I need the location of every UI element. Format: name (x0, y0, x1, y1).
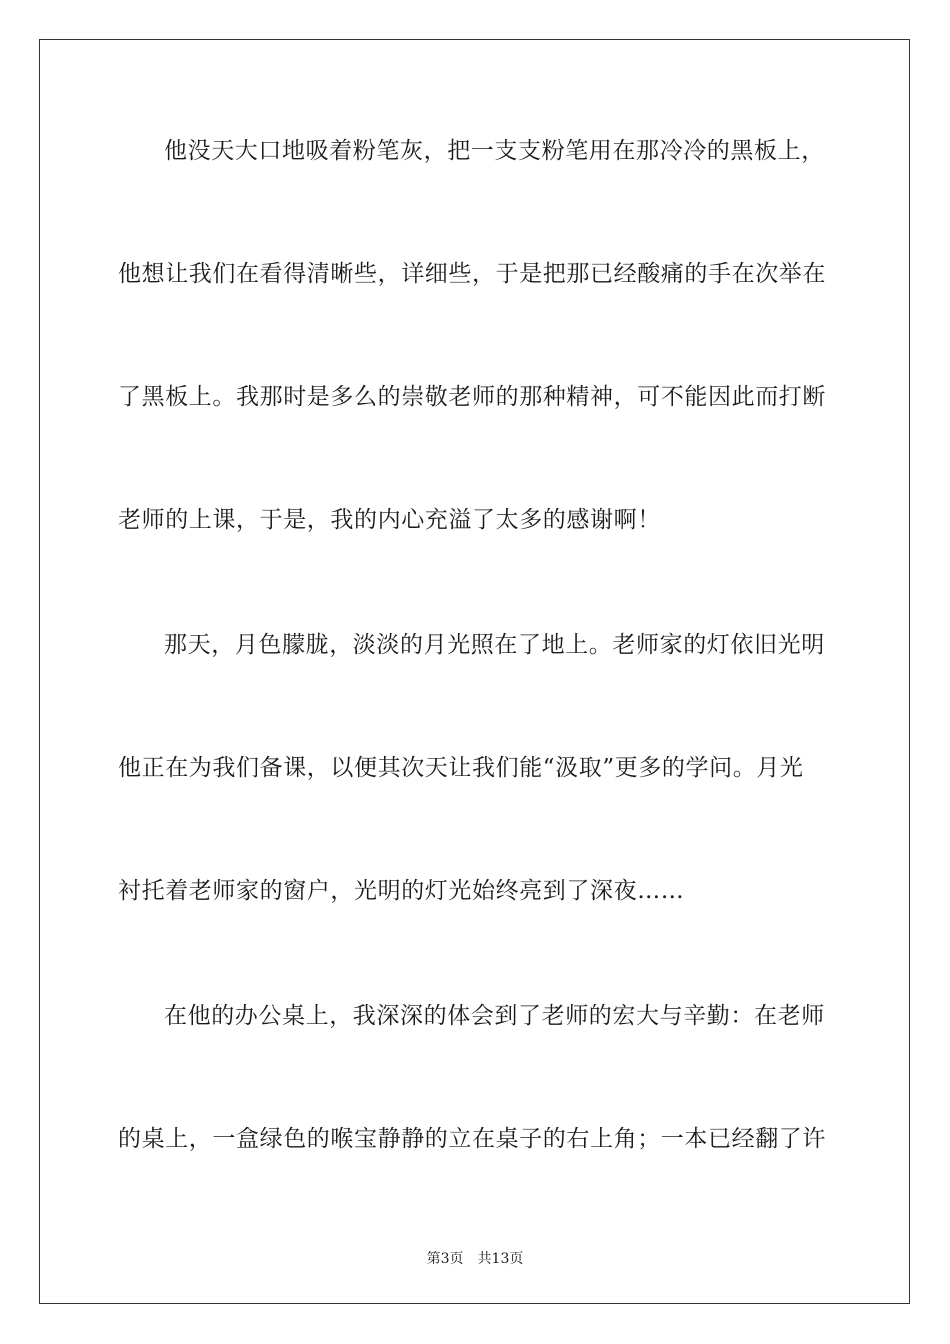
page-number: 第3页 (426, 1251, 464, 1267)
paragraph-line: 老师的上课，于是，我的内心充溢了太多的感谢啊！ (118, 507, 661, 533)
page-total: 共13页 (477, 1251, 524, 1267)
paragraph-line: 在他的办公桌上，我深深的体会到了老师的宏大与辛勤：在老师 (164, 1003, 825, 1029)
page-footer (0, 1248, 950, 1268)
paragraph-line: 了黑板上。我那时是多么的崇敬老师的那种精神，可不能因此而打断 (118, 384, 826, 410)
paragraph-line: 他正在为我们备课，以便其次天让我们能“汲取”更多的学问。月光 (118, 755, 804, 781)
page-border (39, 39, 910, 1304)
paragraph-line: 的桌上，一盒绿色的喉宝静静的立在桌子的右上角；一本已经翻了许 (118, 1126, 826, 1152)
paragraph-line: 衬托着老师家的窗户，光明的灯光始终亮到了深夜…… (118, 878, 685, 904)
paragraph-line: 那天，月色朦胧，淡淡的月光照在了地上。老师家的灯依旧光明 (164, 632, 825, 658)
paragraph-line: 他没天大口地吸着粉笔灰，把一支支粉笔用在那冷冷的黑板上， (164, 138, 825, 164)
paragraph-line: 他想让我们在看得清晰些，详细些，于是把那已经酸痛的手在次举在 (118, 261, 826, 287)
